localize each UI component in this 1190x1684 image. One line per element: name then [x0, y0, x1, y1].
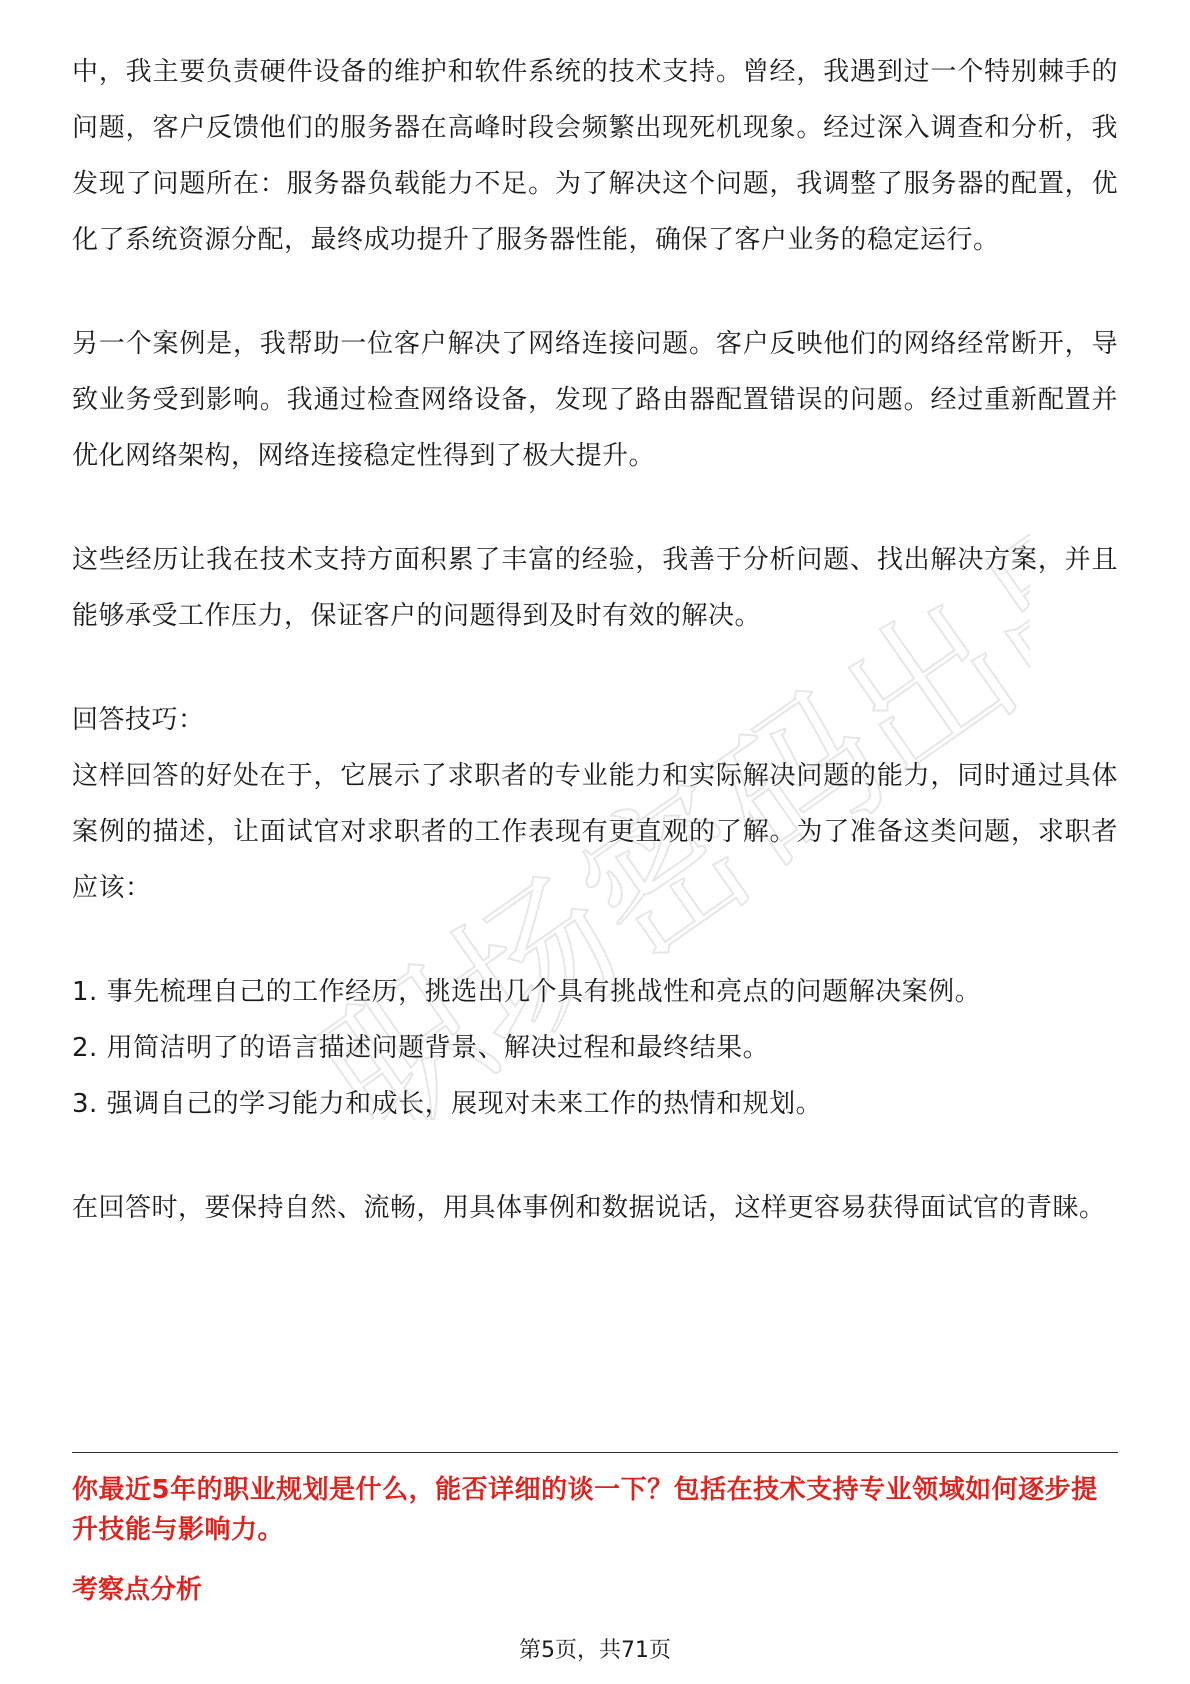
section-divider: [72, 1452, 1118, 1453]
tips-list: [72, 964, 1118, 1132]
list-item: 3. 强调自己的学习能力和成长，展现对未来工作的热情和规划。: [72, 1089, 823, 1119]
body-content: [72, 44, 1118, 1236]
list-item: 2. 用简洁明了的语言描述问题背景、解决过程和最终结果。: [72, 1033, 770, 1063]
page-number-footer: 第5页，共71页: [519, 1638, 671, 1663]
closing-paragraph: 在回答时，要保持自然、流畅，用具体事例和数据说话，这样更容易获得面试官的青睐。: [72, 1193, 1106, 1223]
watermark-text: 职场密码出品: [285, 520, 1030, 1120]
next-question-title: 你最近5年的职业规划是什么，能否详细的谈一下？包括在技术支持专业领域如何逐步提升技能与影响力。: [72, 1475, 1098, 1545]
tips-paragraph: 这样回答的好处在于，它展示了求职者的专业能力和实际解决问题的能力，同时通过具体案例的描述，让面试官对求职者的工作表现有更直观的了解。为了准备这类问题，求职者应该：: [72, 761, 1118, 903]
list-item: 1. 事先梳理自己的工作经历，挑选出几个具有挑战性和亮点的问题解决案例。: [72, 977, 982, 1007]
paragraph-server-case: 中，我主要负责硬件设备的维护和软件系统的技术支持。曾经，我遇到过一个特别棘手的问题，客户反馈他们的服务器在高峰时段会频繁出现死机现象。经过深入调查和分析，我发现了问题所在：服务器负载能力不足。为了解决这个问题，我调整了服务器的配置，优化了系统资源分配，最终成功提升了服务器性能，确保了客户业务的稳定运行。: [72, 57, 1118, 255]
analysis-section-heading: 考察点分析: [72, 1575, 203, 1605]
paragraph-network-case: 另一个案例是，我帮助一位客户解决了网络连接问题。客户反映他们的网络经常断开，导致业务受到影响。我通过检查网络设备，发现了路由器配置错误的问题。经过重新配置并优化网络架构，网络连接稳定性得到了极大提升。: [72, 329, 1118, 471]
paragraph-experience-summary: 这些经历让我在技术支持方面积累了丰富的经验，我善于分析问题、找出解决方案，并且能够承受工作压力，保证客户的问题得到及时有效的解决。: [72, 545, 1118, 631]
tips-heading: 回答技巧：: [72, 705, 205, 735]
